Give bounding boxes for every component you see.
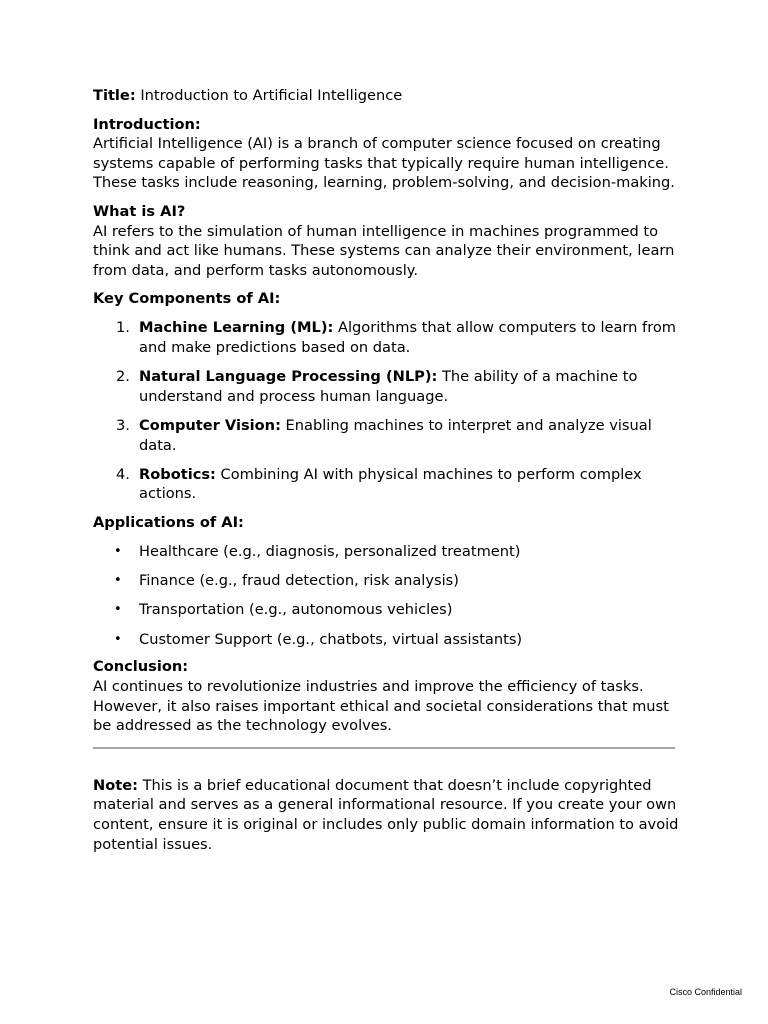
list-item [93, 600, 679, 620]
list-item [93, 630, 679, 650]
what-is-ai-heading: What is AI? [93, 202, 186, 220]
list-item-term: Machine Learning (ML): [139, 318, 334, 336]
what-is-ai-body: AI refers to the simulation of human intelligence in machines programmed to think and act like humans. These systems can analyze their environment, learn from data, and perform tasks autonomously. [93, 222, 675, 279]
applications-list [93, 542, 679, 650]
list-item-number: 4. [116, 465, 130, 483]
bullet-icon: • [114, 631, 122, 647]
note-body: This is a brief educational document that doesn’t include copyrighted material and serves as a general informational resource. If you create your own content, ensure it is original or includes only public domain information to avoid potential issues. [93, 776, 679, 853]
key-components-heading: Key Components of AI: [93, 290, 281, 308]
list-item [93, 367, 679, 406]
list-item [93, 318, 679, 357]
document-body [93, 86, 679, 854]
list-item-text: Transportation (e.g., autonomous vehicles) [139, 601, 453, 619]
list-item-number: 1. [116, 318, 130, 336]
list-item-term: Robotics: [139, 465, 216, 483]
introduction-body: Artificial Intelligence (AI) is a branch of computer science focused on creating systems capable of performing tasks that typically require human intelligence. These tasks include reasoning, learning, problem-solving, and decision-making. [93, 135, 675, 192]
key-components-list [93, 318, 679, 504]
list-item-desc: The ability of a machine to understand and process human language. [139, 367, 638, 405]
list-item-term: Natural Language Processing (NLP): [139, 367, 438, 385]
applications-heading: Applications of AI: [93, 514, 244, 532]
note-paragraph [93, 776, 679, 854]
list-item-text: Customer Support (e.g., chatbots, virtual assistants) [139, 630, 523, 648]
list-item-text: Finance (e.g., fraud detection, risk analysis) [139, 572, 459, 590]
conclusion-heading: Conclusion: [93, 658, 189, 676]
list-item-number: 3. [116, 416, 130, 434]
list-item-desc: Combining AI with physical machines to perform complex actions. [139, 465, 642, 503]
title-line [93, 86, 679, 106]
list-item [93, 571, 679, 591]
list-item-term: Computer Vision: [139, 416, 281, 434]
confidentiality-footer: Cisco Confidential [669, 987, 742, 997]
introduction-heading: Introduction: [93, 115, 201, 133]
conclusion-body: AI continues to revolutionize industries and improve the efficiency of tasks. However, it also raises important ethical and societal considerations that must be addressed as the technology evolves. [93, 678, 669, 735]
list-item [93, 542, 679, 562]
horizontal-divider [93, 747, 675, 749]
list-item-text: Healthcare (e.g., diagnosis, personalized treatment) [139, 542, 521, 560]
bullet-icon: • [114, 543, 122, 559]
list-item-desc: Enabling machines to interpret and analyze visual data. [139, 416, 652, 454]
bullet-icon: • [114, 573, 122, 589]
list-item [93, 465, 679, 504]
title-text: Introduction to Artificial Intelligence [140, 87, 403, 104]
introduction-section [93, 115, 679, 193]
bullet-icon: • [114, 602, 122, 618]
list-item-number: 2. [116, 367, 130, 385]
conclusion-section [93, 657, 679, 735]
note-label: Note: [93, 776, 138, 794]
list-item-desc: Algorithms that allow computers to learn from and make predictions based on data. [139, 318, 677, 356]
what-is-ai-section [93, 202, 679, 280]
list-item [93, 416, 679, 455]
title-label: Title: [93, 87, 136, 104]
